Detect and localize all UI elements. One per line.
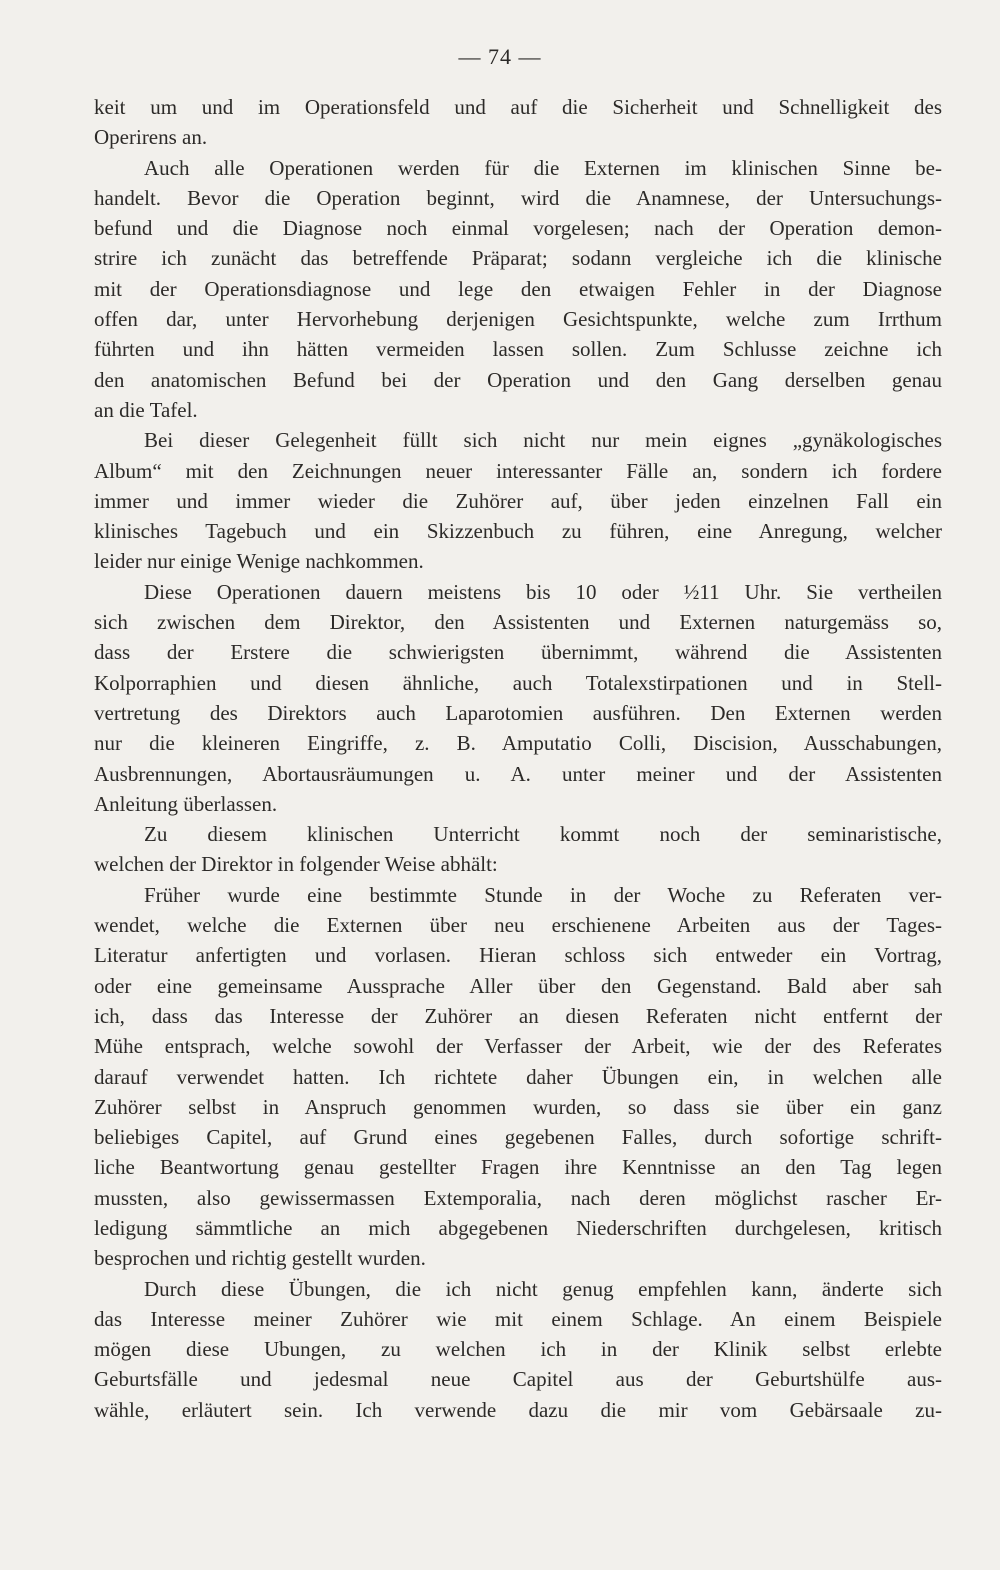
text-line: mögen diese Ubungen, zu welchen ich in der Klinik selbst erlebte xyxy=(94,1337,942,1362)
text-line: Zu diesem klinischen Unterricht kommt noch der seminaristische, xyxy=(144,822,942,847)
text-line: welchen der Direktor in folgender Weise abhält: xyxy=(94,852,498,877)
text-line: führten und ihn hätten vermeiden lassen sollen. Zum Schlusse zeichne ich xyxy=(94,337,942,362)
text-line: leider nur einige Wenige nachkommen. xyxy=(94,549,424,574)
text-line: keit um und im Operationsfeld und auf die Sicherheit und Schnelligkeit des xyxy=(94,95,942,119)
text-line: darauf verwendet hatten. Ich richtete daher Übungen ein, in welchen alle xyxy=(94,1064,942,1089)
text-line: befund und die Diagnose noch einmal vorgelesen; nach der Operation demon- xyxy=(94,216,942,241)
text-line: oder eine gemeinsame Aussprache Aller über den Gegenstand. Bald aber sah xyxy=(94,973,942,998)
text-line: Geburtsfälle und jedesmal neue Capitel aus der Geburtshülfe aus- xyxy=(94,1367,942,1392)
text-line: klinisches Tagebuch und ein Skizzenbuch zu führen, eine Anregung, welcher xyxy=(94,519,942,544)
page-number: — 74 — xyxy=(458,44,542,69)
text-line: mit der Operationsdiagnose und lege den etwaigen Fehler in der Diagnose xyxy=(94,276,942,301)
text-line: ich, dass das Interesse der Zuhörer an diesen Referaten nicht entfernt der xyxy=(94,1003,942,1028)
text-line: vertretung des Direktors auch Laparotomien ausführen. Den Externen werden xyxy=(94,700,942,725)
text-line: Mühe entsprach, welche sowohl der Verfasser der Arbeit, wie der des Referates xyxy=(94,1034,942,1059)
text-line: das Interesse meiner Zuhörer wie mit einem Schlage. An einem Beispiele xyxy=(94,1306,942,1331)
text-line: offen dar, unter Hervorhebung derjenigen Gesichtspunkte, welche zum Irrthum xyxy=(94,307,942,332)
text-line: Durch diese Übungen, die ich nicht genug empfehlen kann, änderte sich xyxy=(144,1276,942,1301)
text-line: besprochen und richtig gestellt wurden. xyxy=(94,1246,426,1271)
text-line: ledigung sämmtliche an mich abgegebenen Niederschriften durchgelesen, kritisch xyxy=(94,1215,942,1240)
text-line: mussten, also gewissermassen Extemporalia, nach deren möglichst rascher Er- xyxy=(94,1185,942,1210)
text-line: Früher wurde eine bestimmte Stunde in der Woche zu Referaten ver- xyxy=(144,882,942,907)
text-line: den anatomischen Befund bei der Operation und den Gang derselben genau xyxy=(94,367,942,392)
text-line: wähle, erläutert sein. Ich verwende dazu die mir vom Gebärsaale zu- xyxy=(94,1397,942,1422)
text-line: Auch alle Operationen werden für die Externen im klinischen Sinne be- xyxy=(144,155,942,180)
text-line: Zuhörer selbst in Anspruch genommen wurden, so dass sie über ein ganz xyxy=(94,1094,942,1119)
text-line: handelt. Bevor die Operation beginnt, wird die Anamnese, der Untersuchungs- xyxy=(94,185,942,210)
text-line: strire ich zunächt das betreffende Präparat; sodann vergleiche ich die klinische xyxy=(94,246,942,271)
text-line: liche Beantwortung genau gestellter Fragen ihre Kenntnisse an den Tag legen xyxy=(94,1155,942,1180)
text-line: Ausbrennungen, Abortausräumungen u. A. unter meiner und der Assistenten xyxy=(94,761,942,786)
text-line: beliebiges Capitel, auf Grund eines gegebenen Falles, durch sofortige schrift- xyxy=(94,1125,942,1150)
text-line: Diese Operationen dauern meistens bis 10 oder ½11 Uhr. Sie vertheilen xyxy=(144,579,942,604)
text-line: Operirens an. xyxy=(94,125,208,150)
text-line: immer und immer wieder die Zuhörer auf, über jeden einzelnen Fall ein xyxy=(94,488,942,513)
body-text xyxy=(94,92,942,1425)
text-line: dass der Erstere die schwierigsten übernimmt, während die Assistenten xyxy=(94,640,942,665)
text-line: Kolporraphien und diesen ähnliche, auch Totalexstirpationen und in Stell- xyxy=(94,670,942,695)
text-line: nur die kleineren Eingriffe, z. B. Amputatio Colli, Discision, Ausschabungen, xyxy=(94,731,942,756)
text-line: Bei dieser Gelegenheit füllt sich nicht nur mein eignes „gynäkologisches xyxy=(144,428,942,453)
text-line: an die Tafel. xyxy=(94,397,198,422)
text-line: Literatur anfertigten und vorlasen. Hieran schloss sich entweder ein Vortrag, xyxy=(94,943,942,968)
text-line: Anleitung überlassen. xyxy=(94,791,278,816)
text-line: Album“ mit den Zeichnungen neuer interessanter Fälle an, sondern ich fordere xyxy=(94,458,942,483)
text-line: wendet, welche die Externen über neu erschienene Arbeiten aus der Tages- xyxy=(94,913,942,938)
text-line: sich zwischen dem Direktor, den Assistenten und Externen naturgemäss so, xyxy=(94,610,942,635)
